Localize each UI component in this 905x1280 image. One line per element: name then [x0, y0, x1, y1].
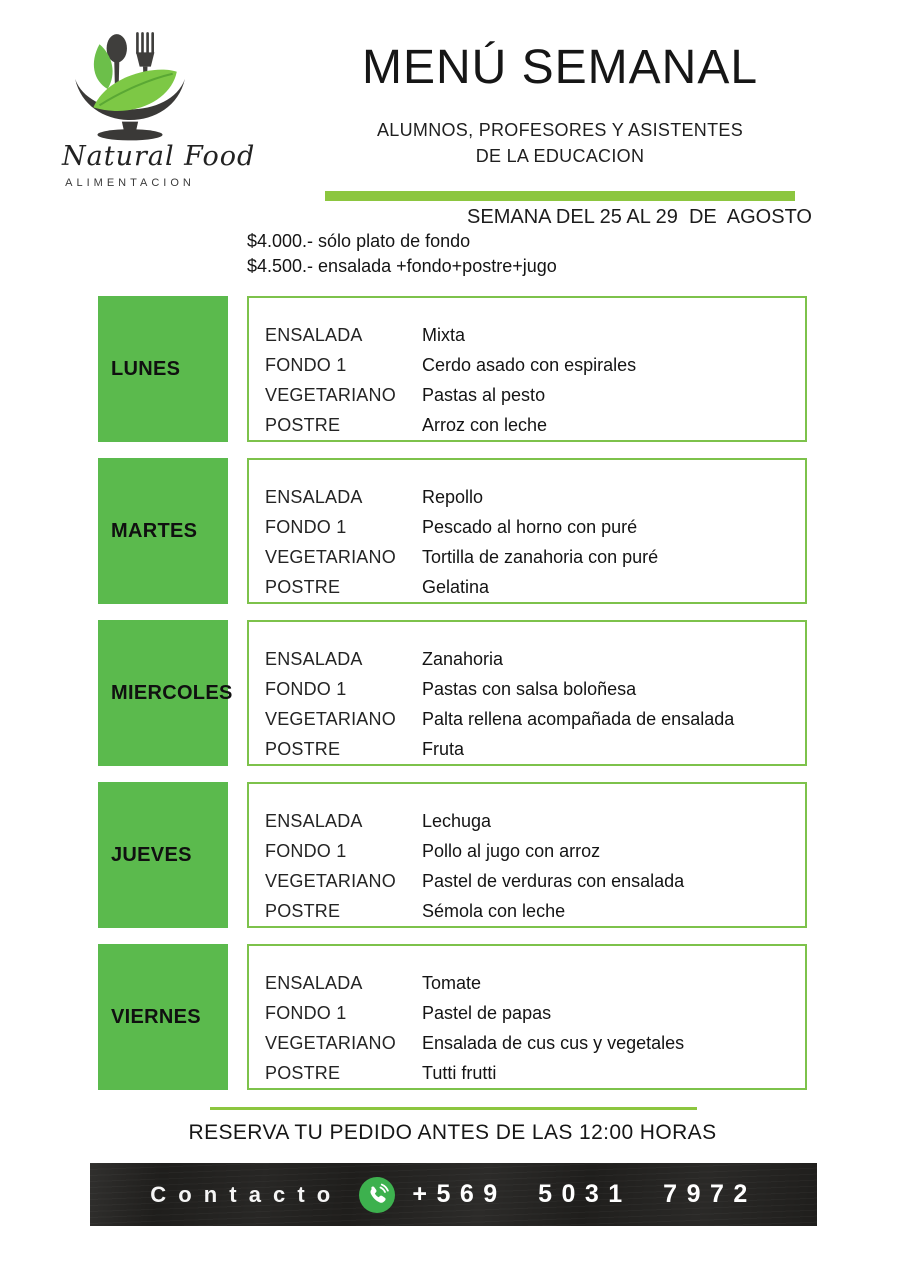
day-row [98, 782, 807, 928]
reserve-note: RESERVA TU PEDIDO ANTES DE LAS 12:00 HORAS [188, 1121, 717, 1144]
course-value: Sémola con leche [422, 900, 566, 921]
course-row [265, 513, 795, 543]
course-value: Tutti frutti [422, 1062, 497, 1083]
course-row [265, 969, 795, 999]
course-row [265, 543, 795, 573]
course-row [265, 483, 795, 513]
day-row [98, 620, 807, 766]
header [280, 40, 840, 169]
course-label: VEGETARIANO [265, 546, 396, 567]
course-label: POSTRE [265, 900, 341, 921]
course-row [265, 837, 795, 867]
day-menu-box [247, 782, 807, 928]
course-label: ENSALADA [265, 649, 363, 670]
course-value: Pastas con salsa boloñesa [422, 679, 637, 700]
days-list [98, 296, 807, 1106]
course-value: Palta rellena acompañada de ensalada [422, 708, 735, 729]
course-label: VEGETARIANO [265, 384, 396, 405]
price-line-1: $4.000.- sólo plato de fondo [247, 231, 471, 251]
day-label: VIERNES [98, 944, 228, 1090]
course-value: Pollo al jugo con arroz [422, 841, 601, 862]
page-title: MENÚ SEMANAL [361, 41, 759, 94]
subtitle-line2: DE LA EDUCACION [475, 146, 645, 167]
course-value: Arroz con leche [422, 414, 548, 435]
brand-tagline: ALIMENTACION [65, 176, 195, 189]
course-label: FONDO 1 [265, 517, 347, 538]
course-label: FONDO 1 [265, 679, 347, 700]
course-row [265, 807, 795, 837]
course-label: ENSALADA [265, 325, 363, 346]
course-value: Fruta [422, 738, 465, 759]
course-label: POSTRE [265, 576, 341, 597]
course-row [265, 1029, 795, 1059]
course-label: VEGETARIANO [265, 1032, 396, 1053]
course-row [265, 645, 795, 675]
day-row [98, 944, 807, 1090]
course-label: FONDO 1 [265, 841, 347, 862]
course-row [265, 705, 795, 735]
course-row [265, 867, 795, 897]
course-row [265, 999, 795, 1029]
day-menu-box [247, 458, 807, 604]
course-label: VEGETARIANO [265, 870, 396, 891]
day-menu-box [247, 296, 807, 442]
contact-label: Contacto [150, 1181, 343, 1207]
course-label: POSTRE [265, 414, 341, 435]
course-row [265, 381, 795, 411]
course-row [265, 321, 795, 351]
day-row [98, 458, 807, 604]
course-row [265, 734, 795, 764]
course-label: FONDO 1 [265, 355, 347, 376]
course-row [265, 1058, 795, 1088]
pricing [247, 229, 557, 279]
accent-bar [325, 191, 795, 201]
course-row [265, 410, 795, 440]
course-row [265, 351, 795, 381]
course-value: Pastas al pesto [422, 384, 546, 405]
course-row [265, 675, 795, 705]
course-label: POSTRE [265, 1062, 341, 1083]
week-range: SEMANA DEL 25 AL 29 DE AGOSTO [467, 206, 812, 228]
course-value: Zanahoria [422, 649, 504, 670]
day-label: LUNES [98, 296, 228, 442]
course-label: POSTRE [265, 738, 341, 759]
subtitle [280, 117, 840, 169]
course-label: ENSALADA [265, 973, 363, 994]
day-label: MARTES [98, 458, 228, 604]
course-value: Tomate [422, 973, 482, 994]
day-menu-box [247, 944, 807, 1090]
course-value: Pastel de verduras con ensalada [422, 870, 685, 891]
course-label: VEGETARIANO [265, 708, 396, 729]
phone-icon [358, 1176, 396, 1214]
brand-logo [62, 28, 256, 189]
course-value: Ensalada de cus cus y vegetales [422, 1032, 685, 1053]
course-value: Pastel de papas [422, 1003, 552, 1024]
course-value: Lechuga [422, 811, 492, 832]
footer-divider [210, 1107, 697, 1110]
course-label: ENSALADA [265, 811, 363, 832]
course-row [265, 896, 795, 926]
day-label: MIERCOLES [98, 620, 228, 766]
contact-phone: +569 5031 7972 [412, 1180, 757, 1208]
day-row [98, 296, 807, 442]
course-label: ENSALADA [265, 487, 363, 508]
day-label: JUEVES [98, 782, 228, 928]
course-value: Tortilla de zanahoria con puré [422, 546, 659, 567]
brand-name: Natural Food [62, 141, 256, 172]
course-value: Mixta [422, 325, 466, 346]
course-label: FONDO 1 [265, 1003, 347, 1024]
course-row [265, 572, 795, 602]
course-value: Repollo [422, 487, 484, 508]
bowl-spoon-fork-leaves-icon [69, 28, 191, 146]
course-value: Gelatina [422, 576, 490, 597]
subtitle-line1: ALUMNOS, PROFESORES Y ASISTENTES [376, 120, 744, 140]
contact-bar [90, 1163, 817, 1226]
price-line-2: $4.500.- ensalada +fondo+postre+jugo [247, 256, 557, 277]
day-menu-box [247, 620, 807, 766]
course-value: Pescado al horno con puré [422, 517, 638, 538]
course-value: Cerdo asado con espirales [422, 355, 637, 376]
